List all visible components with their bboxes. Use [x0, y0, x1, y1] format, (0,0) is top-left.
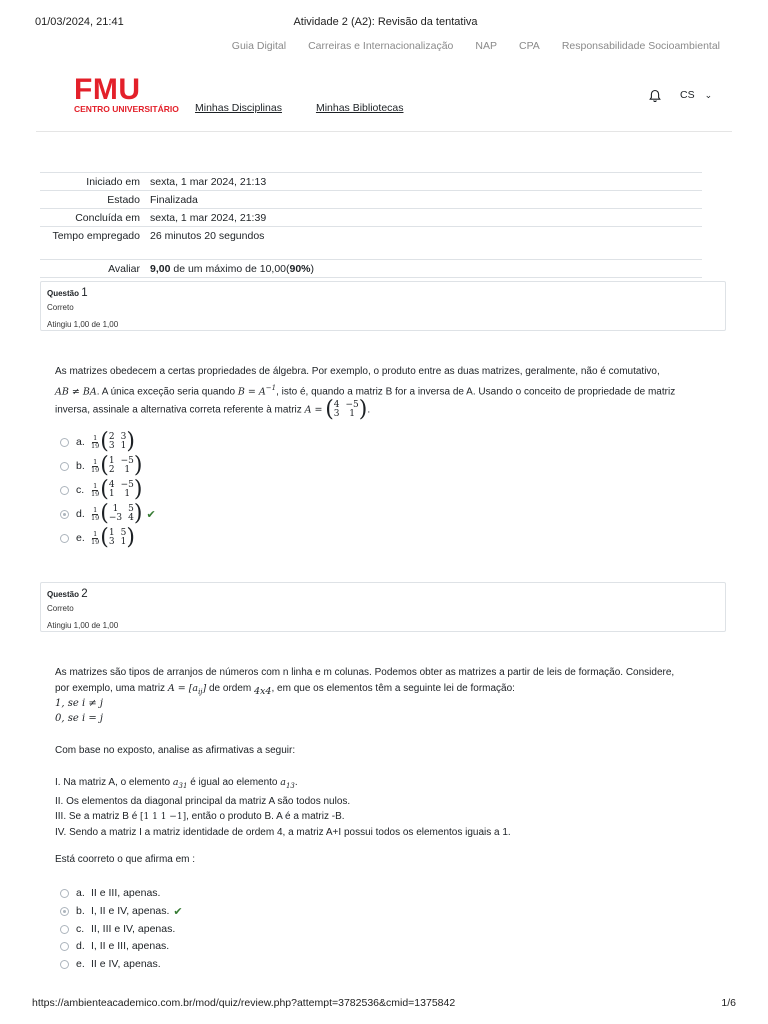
- fraction-denominator: 19: [91, 441, 100, 450]
- matrix-cell: 1: [120, 537, 127, 547]
- radio-button[interactable]: [60, 462, 69, 471]
- question-text-span: , isto é, quando a matriz B for a inversa de A. Usando o conceito de propriedade de matriz: [276, 386, 676, 398]
- top-link-cpa[interactable]: CPA: [519, 40, 540, 52]
- statement-4: IV. Sendo a matriz I a matriz identidade de ordem 4, a matriz A+I possui todos os elementos iguais a 1.: [55, 827, 511, 838]
- summary-grade-value: [144, 260, 314, 277]
- matrix-a: ( 4 −5 3 1 ): [325, 397, 368, 423]
- grade-max: de um máximo de 10,00(: [170, 263, 290, 275]
- radio-button[interactable]: [60, 960, 69, 969]
- math-superscript: −1: [265, 384, 277, 392]
- top-link-responsabilidade[interactable]: Responsabilidade Socioambiental: [561, 40, 720, 52]
- matrix-cell: 2: [108, 432, 115, 442]
- math-expression: a: [172, 777, 179, 788]
- answer-option-a[interactable]: [60, 431, 135, 453]
- matrix-cell: 3: [333, 409, 340, 420]
- statements-list: [55, 775, 715, 840]
- radio-button[interactable]: [60, 925, 69, 934]
- summary-key: Tempo empregado: [52, 230, 140, 242]
- summary-value: Finalizada: [150, 194, 198, 206]
- answer-option-d[interactable]: [60, 503, 156, 525]
- question-line: [55, 681, 705, 700]
- formation-rule-1: 1, se i ≠ j: [55, 698, 103, 709]
- radio-button[interactable]: [60, 889, 69, 898]
- question-text: [55, 665, 705, 700]
- matrix-cell: 3: [108, 441, 115, 451]
- logo-wordmark: FMU: [74, 73, 141, 106]
- fraction-denominator: 19: [91, 513, 100, 522]
- question-grade: Atingiu 1,00 de 1,00: [47, 320, 119, 329]
- option-matrix: ( 4 −5 1 1 ): [100, 477, 143, 502]
- print-title: Atividade 2 (A2): Revisão da tentativa: [293, 16, 478, 28]
- radio-button-selected[interactable]: [60, 907, 69, 916]
- question-line: As matrizes obedecem a certas propriedades de álgebra. Por exemplo, o produto entre as duas matrizes, geralmente, não é comutativo,: [55, 366, 660, 377]
- bell-icon[interactable]: [648, 89, 662, 103]
- correct-check-icon: ✔: [173, 905, 183, 918]
- statement-1: [55, 775, 715, 794]
- question-text-span: inversa, assinale a alternativa correta referente à matriz: [55, 404, 305, 416]
- option-letter: a.: [76, 887, 85, 899]
- math-subscript: ij: [198, 688, 203, 696]
- fraction-numerator: 1: [93, 433, 98, 442]
- summary-row: [40, 191, 702, 209]
- question-info-box: [40, 281, 726, 331]
- top-link-nap[interactable]: NAP: [475, 40, 497, 52]
- top-link-guia-digital[interactable]: Guia Digital: [231, 40, 287, 52]
- correct-check-icon: ✔: [146, 508, 156, 521]
- summary-row: [40, 209, 702, 227]
- math-expression: AB ≠ BA: [55, 386, 97, 398]
- math-subscript: 13: [285, 782, 295, 790]
- matrix-cell: −5: [120, 480, 134, 490]
- summary-row: [40, 227, 702, 260]
- main-nav: [195, 102, 404, 114]
- option-text: I, II e IV, apenas.: [91, 905, 170, 917]
- option-text: II, III e IV, apenas.: [91, 923, 176, 935]
- matrix-cell: 4: [333, 400, 340, 411]
- math-expression: B = A: [237, 386, 266, 398]
- nav-minhas-bibliotecas[interactable]: Minhas Bibliotecas: [315, 102, 404, 114]
- grade-percent: 90%: [289, 263, 311, 275]
- option-letter: e.: [76, 958, 85, 970]
- radio-button[interactable]: [60, 438, 69, 447]
- option-letter: b.: [76, 460, 85, 472]
- matrix-cell: −5: [345, 400, 359, 411]
- print-datetime: 01/03/2024, 21:41: [35, 16, 124, 28]
- matrix-cell: 1: [349, 409, 356, 420]
- question-number: [47, 588, 719, 601]
- fraction: [91, 459, 99, 474]
- top-links: [232, 40, 720, 52]
- radio-button-selected[interactable]: [60, 510, 69, 519]
- math-expression: 4x4: [254, 686, 272, 697]
- fraction-numerator: 1: [93, 505, 98, 514]
- statement-2: II. Os elementos da diagonal principal da matriz A são todos nulos.: [55, 796, 351, 807]
- formation-rule-2: 0, se i = j: [55, 713, 103, 724]
- nav-minhas-disciplinas[interactable]: Minhas Disciplinas: [195, 102, 282, 114]
- radio-button[interactable]: [60, 942, 69, 951]
- fraction: [91, 531, 99, 546]
- summary-key: Estado: [107, 194, 140, 206]
- question-status: Correto: [47, 303, 74, 312]
- user-menu[interactable]: [680, 89, 712, 101]
- matrix-cell: 1: [108, 528, 115, 538]
- option-text: I, II e III, apenas.: [91, 940, 170, 952]
- summary-value: sexta, 1 mar 2024, 21:13: [150, 176, 267, 188]
- fraction: [91, 483, 99, 498]
- fraction-numerator: 1: [93, 529, 98, 538]
- question-text: [55, 364, 705, 423]
- math-expression: A = [a: [167, 683, 199, 694]
- math-expression: ]: [202, 683, 207, 694]
- question-num: 1: [81, 287, 88, 299]
- question-text-span: .: [367, 404, 371, 416]
- answer-option-c[interactable]: [60, 479, 142, 501]
- question-ask: Está coorreto o que afirma em :: [55, 854, 196, 865]
- fraction-denominator: 19: [91, 489, 100, 498]
- matrix-cell: 5: [120, 528, 127, 538]
- summary-value: sexta, 1 mar 2024, 21:39: [150, 212, 267, 224]
- answer-option-e[interactable]: [60, 953, 161, 975]
- option-matrix: ( 1 5 −3 4 ): [100, 501, 143, 526]
- fraction: [91, 435, 99, 450]
- matrix-cell: 3: [120, 432, 127, 442]
- option-matrix: ( 2 3 3 1 ): [100, 429, 135, 454]
- statement-text: , então o produto B. A é a matriz -B.: [186, 811, 345, 822]
- matrix-cell: 2: [108, 465, 115, 475]
- option-text: II e IV, apenas.: [91, 958, 161, 970]
- summary-key: Iniciado em: [86, 176, 140, 188]
- question-grade: Atingiu 1,00 de 1,00: [47, 621, 119, 630]
- statement-text: I. Na matriz A, o elemento: [55, 777, 173, 788]
- fraction-denominator: 19: [91, 465, 100, 474]
- math-subscript: 31: [178, 782, 188, 790]
- header-divider: [36, 131, 732, 132]
- question-info-box: [40, 582, 726, 632]
- logo-subtitle: CENTRO UNIVERSITÁRIO: [74, 104, 179, 114]
- print-header: [35, 16, 736, 30]
- print-url: https://ambienteacademico.com.br/mod/quiz/review.php?attempt=3782536&cmid=1375842: [32, 997, 456, 1009]
- summary-key: Avaliar: [108, 263, 140, 275]
- summary-row: [40, 173, 702, 191]
- grade-close: ): [310, 263, 315, 275]
- option-letter: c.: [76, 923, 85, 935]
- matrix-cell: 3: [108, 537, 115, 547]
- matrix-cell: 5: [128, 504, 134, 514]
- statement-text: é igual ao elemento: [187, 777, 281, 788]
- option-text: II e III, apenas.: [91, 887, 161, 899]
- attempt-summary-table: [40, 172, 702, 278]
- question-line: As matrizes são tipos de arranjos de números com n linha e m colunas. Podemos obter as matrizes a partir de leis de formação. Considere,: [55, 667, 675, 678]
- question-line: [55, 397, 705, 423]
- chevron-down-icon: ⌄: [704, 90, 713, 100]
- matrix-cell: 1: [112, 504, 119, 514]
- grade-score: 9,00: [150, 263, 171, 275]
- option-letter: a.: [76, 436, 85, 448]
- question-num: 2: [81, 588, 88, 600]
- fraction-denominator: 19: [91, 537, 100, 546]
- question-text-span: , em que os elementos têm a seguinte lei de formação:: [271, 683, 515, 694]
- statements-intro: Com base no exposto, analise as afirmativas a seguir:: [55, 745, 296, 756]
- matrix-cell: 1: [120, 441, 127, 451]
- matrix-cell: 4: [128, 513, 134, 523]
- question-text-span: de ordem: [206, 683, 255, 694]
- option-matrix: ( 1 −5 2 1 ): [100, 453, 143, 478]
- statement-3: [55, 809, 715, 825]
- question-line: [55, 380, 705, 400]
- summary-key: Concluída em: [75, 212, 140, 224]
- option-matrix: ( 1 5 3 1 ): [100, 525, 135, 550]
- matrix-cell: −3: [108, 513, 123, 523]
- fraction-numerator: 1: [93, 457, 98, 466]
- option-letter: d.: [76, 508, 85, 520]
- fmu-logo[interactable]: [74, 73, 179, 114]
- top-link-carreiras[interactable]: Carreiras e Internacionalização: [308, 40, 454, 52]
- answer-option-e[interactable]: [60, 527, 135, 549]
- option-letter: e.: [76, 532, 85, 544]
- fraction: [91, 507, 99, 522]
- matrix-cell: 4: [108, 480, 115, 490]
- option-letter: d.: [76, 940, 85, 952]
- user-initials: CS: [680, 89, 695, 101]
- print-page-number: 1/6: [721, 997, 736, 1009]
- math-expression: A =: [304, 404, 323, 416]
- question-text-span: por exemplo, uma matriz: [55, 683, 168, 694]
- question-text-span: . A única exceção seria quando: [96, 386, 238, 398]
- matrix-cell: 1: [108, 456, 115, 466]
- statement-text: III. Se a matriz B é: [55, 811, 141, 822]
- question-label: Questão: [47, 289, 80, 298]
- matrix-cell: −5: [120, 456, 134, 466]
- radio-button[interactable]: [60, 486, 69, 495]
- matrix-row-b: [1 1 1 −1]: [140, 812, 187, 822]
- statement-text: .: [294, 777, 298, 788]
- matrix-cell: 1: [124, 465, 131, 475]
- question-number: [47, 287, 719, 300]
- radio-button[interactable]: [60, 534, 69, 543]
- option-letter: b.: [76, 905, 85, 917]
- summary-value: 26 minutos 20 segundos: [150, 230, 265, 242]
- matrix-cell: 1: [124, 489, 131, 499]
- matrix-cell: 1: [108, 489, 115, 499]
- question-status: Correto: [47, 604, 74, 613]
- question-label: Questão: [47, 590, 80, 599]
- summary-row: [40, 260, 702, 278]
- option-letter: c.: [76, 484, 85, 496]
- answer-option-b[interactable]: [60, 455, 142, 477]
- math-expression: a: [280, 777, 286, 788]
- fraction-numerator: 1: [93, 481, 98, 490]
